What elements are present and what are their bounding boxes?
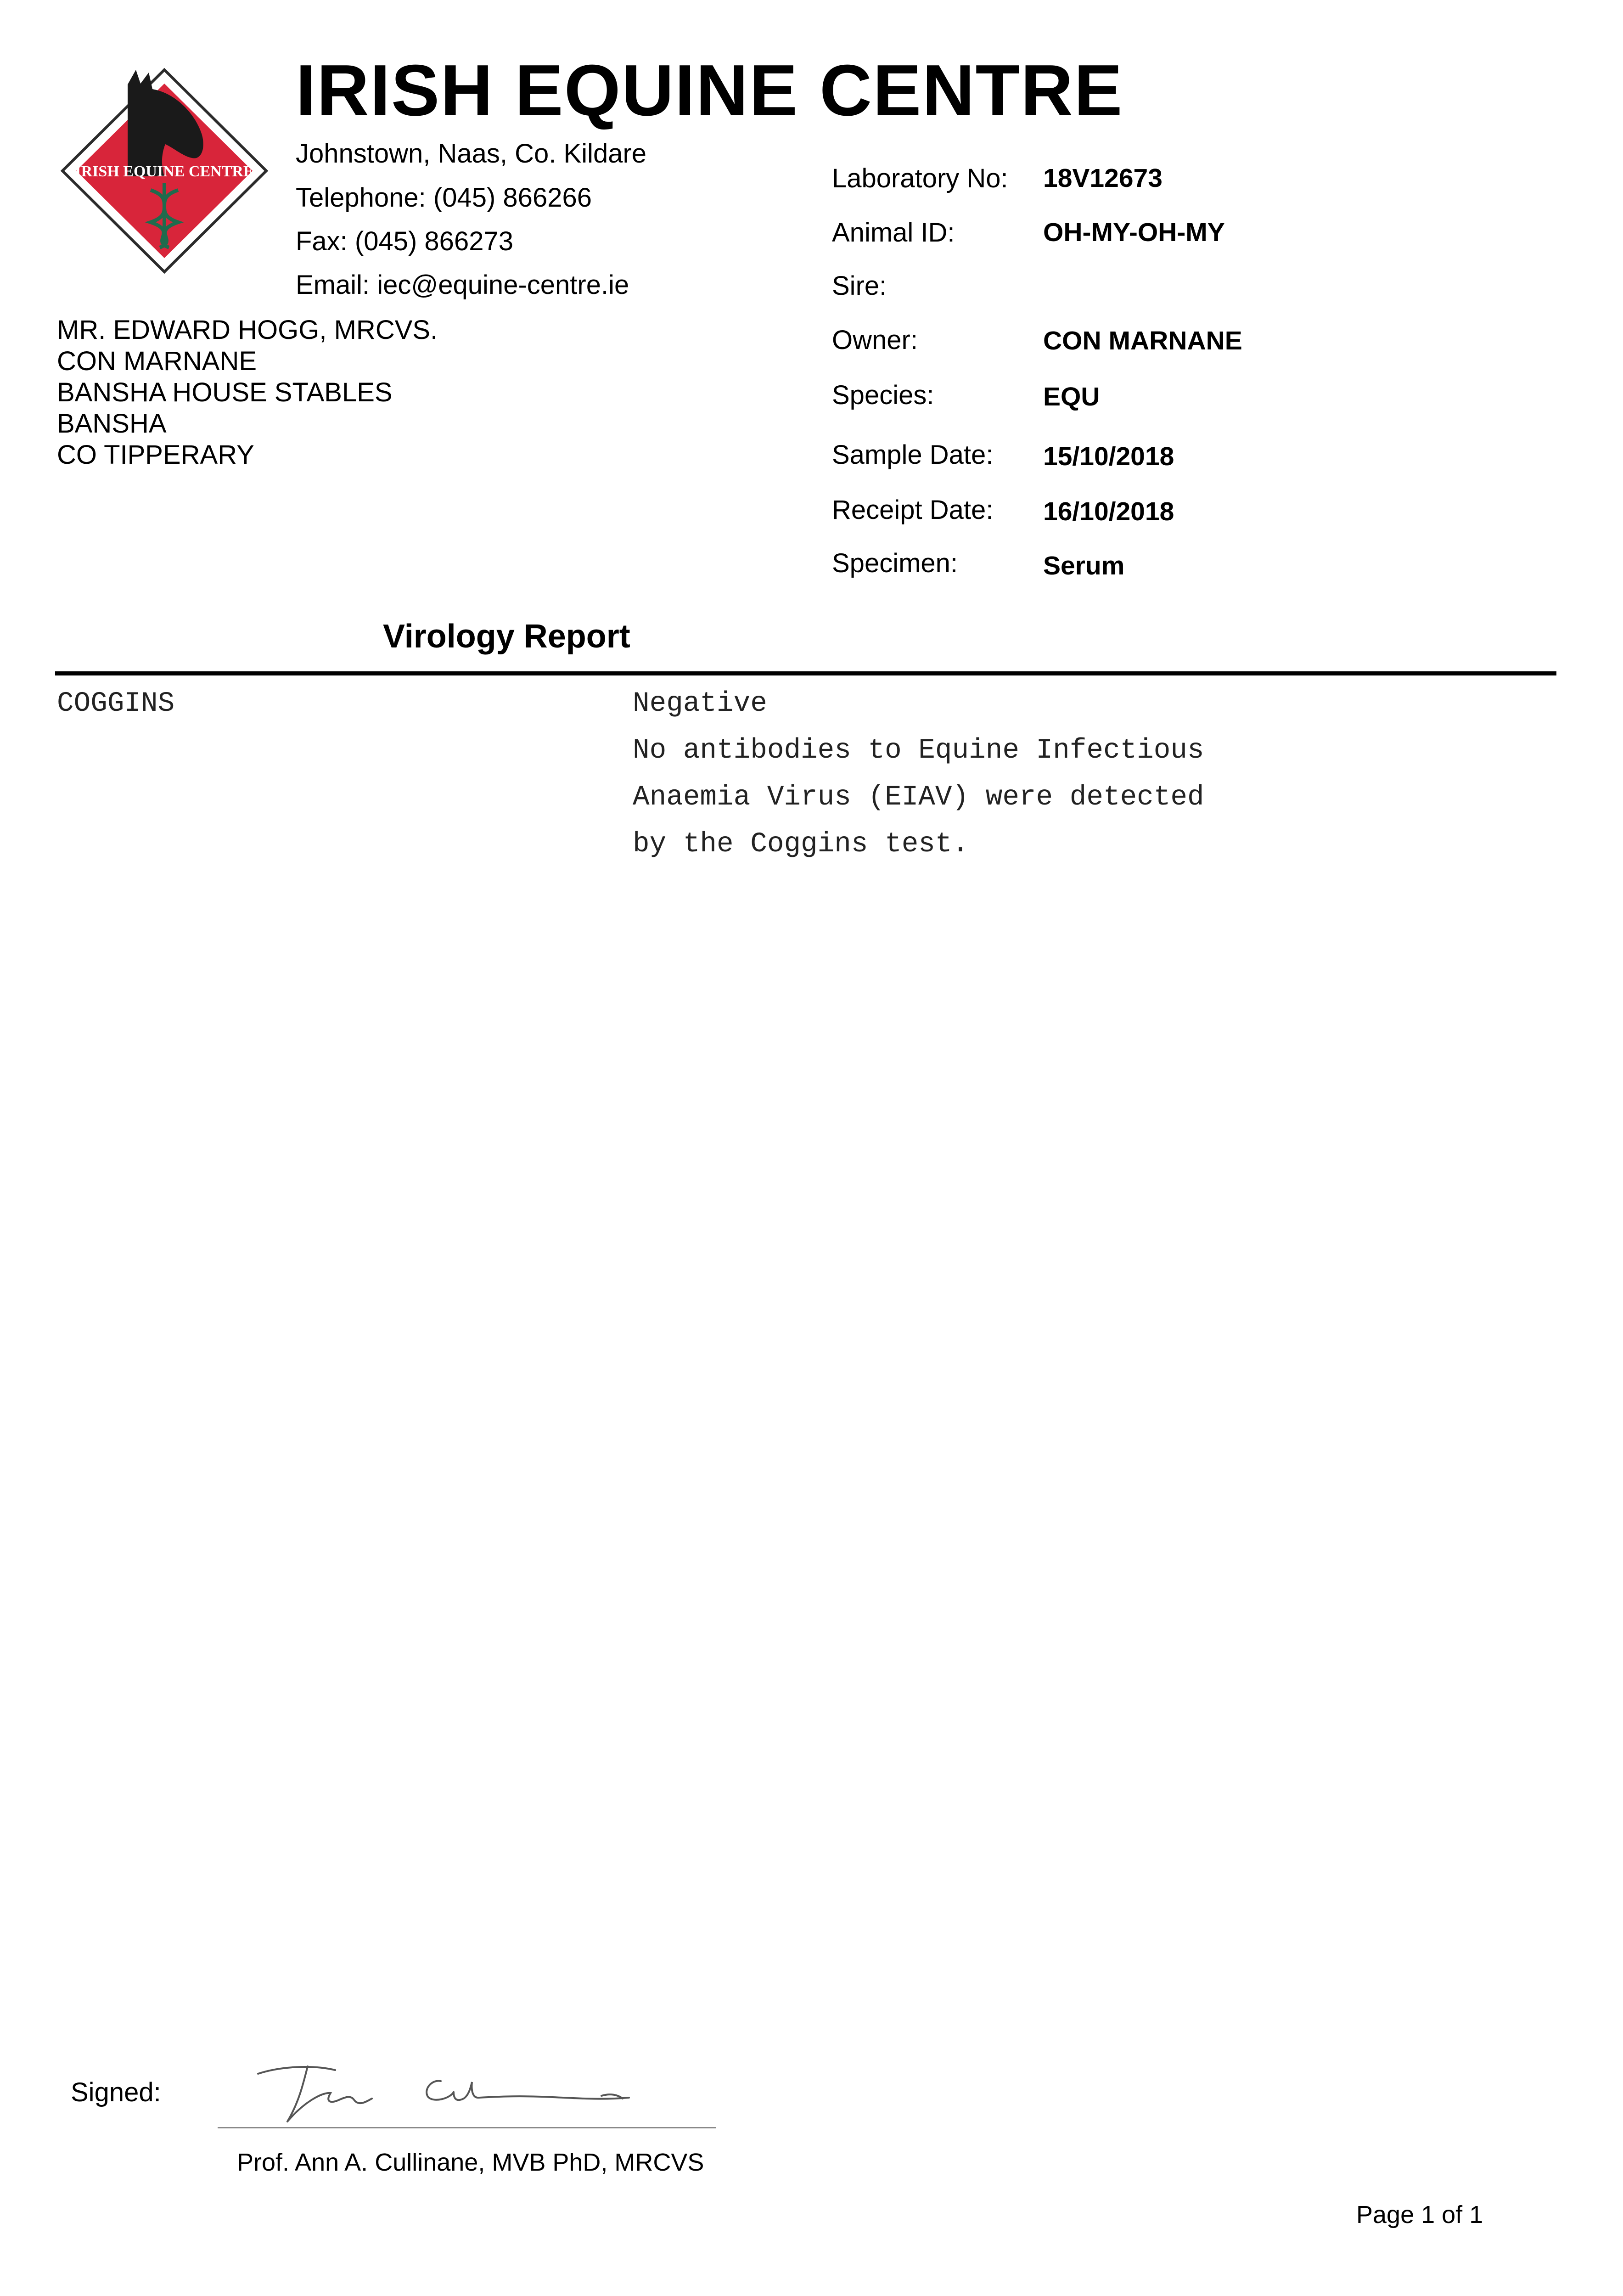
divider-rule [55, 671, 1556, 675]
page-number: Page 1 of 1 [1356, 2201, 1483, 2228]
field-label-laboratory-no: Laboratory No: [832, 163, 1008, 193]
org-telephone: Telephone: (045) 866266 [296, 183, 592, 213]
recipient-line: CO TIPPERARY [57, 440, 254, 470]
field-label-species: Species: [832, 380, 934, 410]
recipient-line: CON MARNANE [57, 346, 257, 376]
logo-text: IRISH EQUINE CENTRE [75, 163, 254, 180]
recipient-line: BANSHA [57, 409, 167, 439]
field-value-animal-id: OH-MY-OH-MY [1043, 218, 1225, 247]
field-value-receipt-date: 16/10/2018 [1043, 497, 1174, 526]
report-title: Virology Report [383, 618, 630, 655]
field-value-specimen: Serum [1043, 551, 1125, 580]
result-comment-line: Anaemia Virus (EIAV) were detected [633, 782, 1204, 813]
irish-equine-centre-logo [59, 66, 270, 275]
org-fax: Fax: (045) 866273 [296, 226, 513, 256]
signed-label: Signed: [71, 2077, 161, 2107]
test-result: Negative [633, 688, 767, 720]
org-address: Johnstown, Naas, Co. Kildare [296, 139, 647, 169]
field-value-species: EQU [1043, 382, 1100, 411]
org-name: IRISH EQUINE CENTRE [296, 50, 1123, 131]
result-comment-line: No antibodies to Equine Infectious [633, 735, 1204, 766]
field-label-receipt-date: Receipt Date: [832, 495, 994, 525]
signature-line [218, 2127, 716, 2128]
field-value-owner: CON MARNANE [1043, 326, 1242, 355]
field-label-sample-date: Sample Date: [832, 440, 994, 470]
field-value-laboratory-no: 18V12673 [1043, 163, 1162, 193]
field-label-specimen: Specimen: [832, 548, 958, 578]
result-comment-line: by the Coggins test. [633, 828, 969, 860]
recipient-line: BANSHA HOUSE STABLES [57, 377, 393, 407]
signature-image [248, 2053, 643, 2126]
test-name: COGGINS [57, 688, 175, 720]
field-label-owner: Owner: [832, 325, 918, 355]
recipient-line: MR. EDWARD HOGG, MRCVS. [57, 315, 438, 345]
signer-name: Prof. Ann A. Cullinane, MVB PhD, MRCVS [237, 2149, 704, 2176]
org-email[interactable]: Email: iec@equine-centre.ie [296, 270, 629, 300]
field-label-sire: Sire: [832, 271, 887, 301]
field-label-animal-id: Animal ID: [832, 218, 955, 248]
field-value-sample-date: 15/10/2018 [1043, 442, 1174, 471]
